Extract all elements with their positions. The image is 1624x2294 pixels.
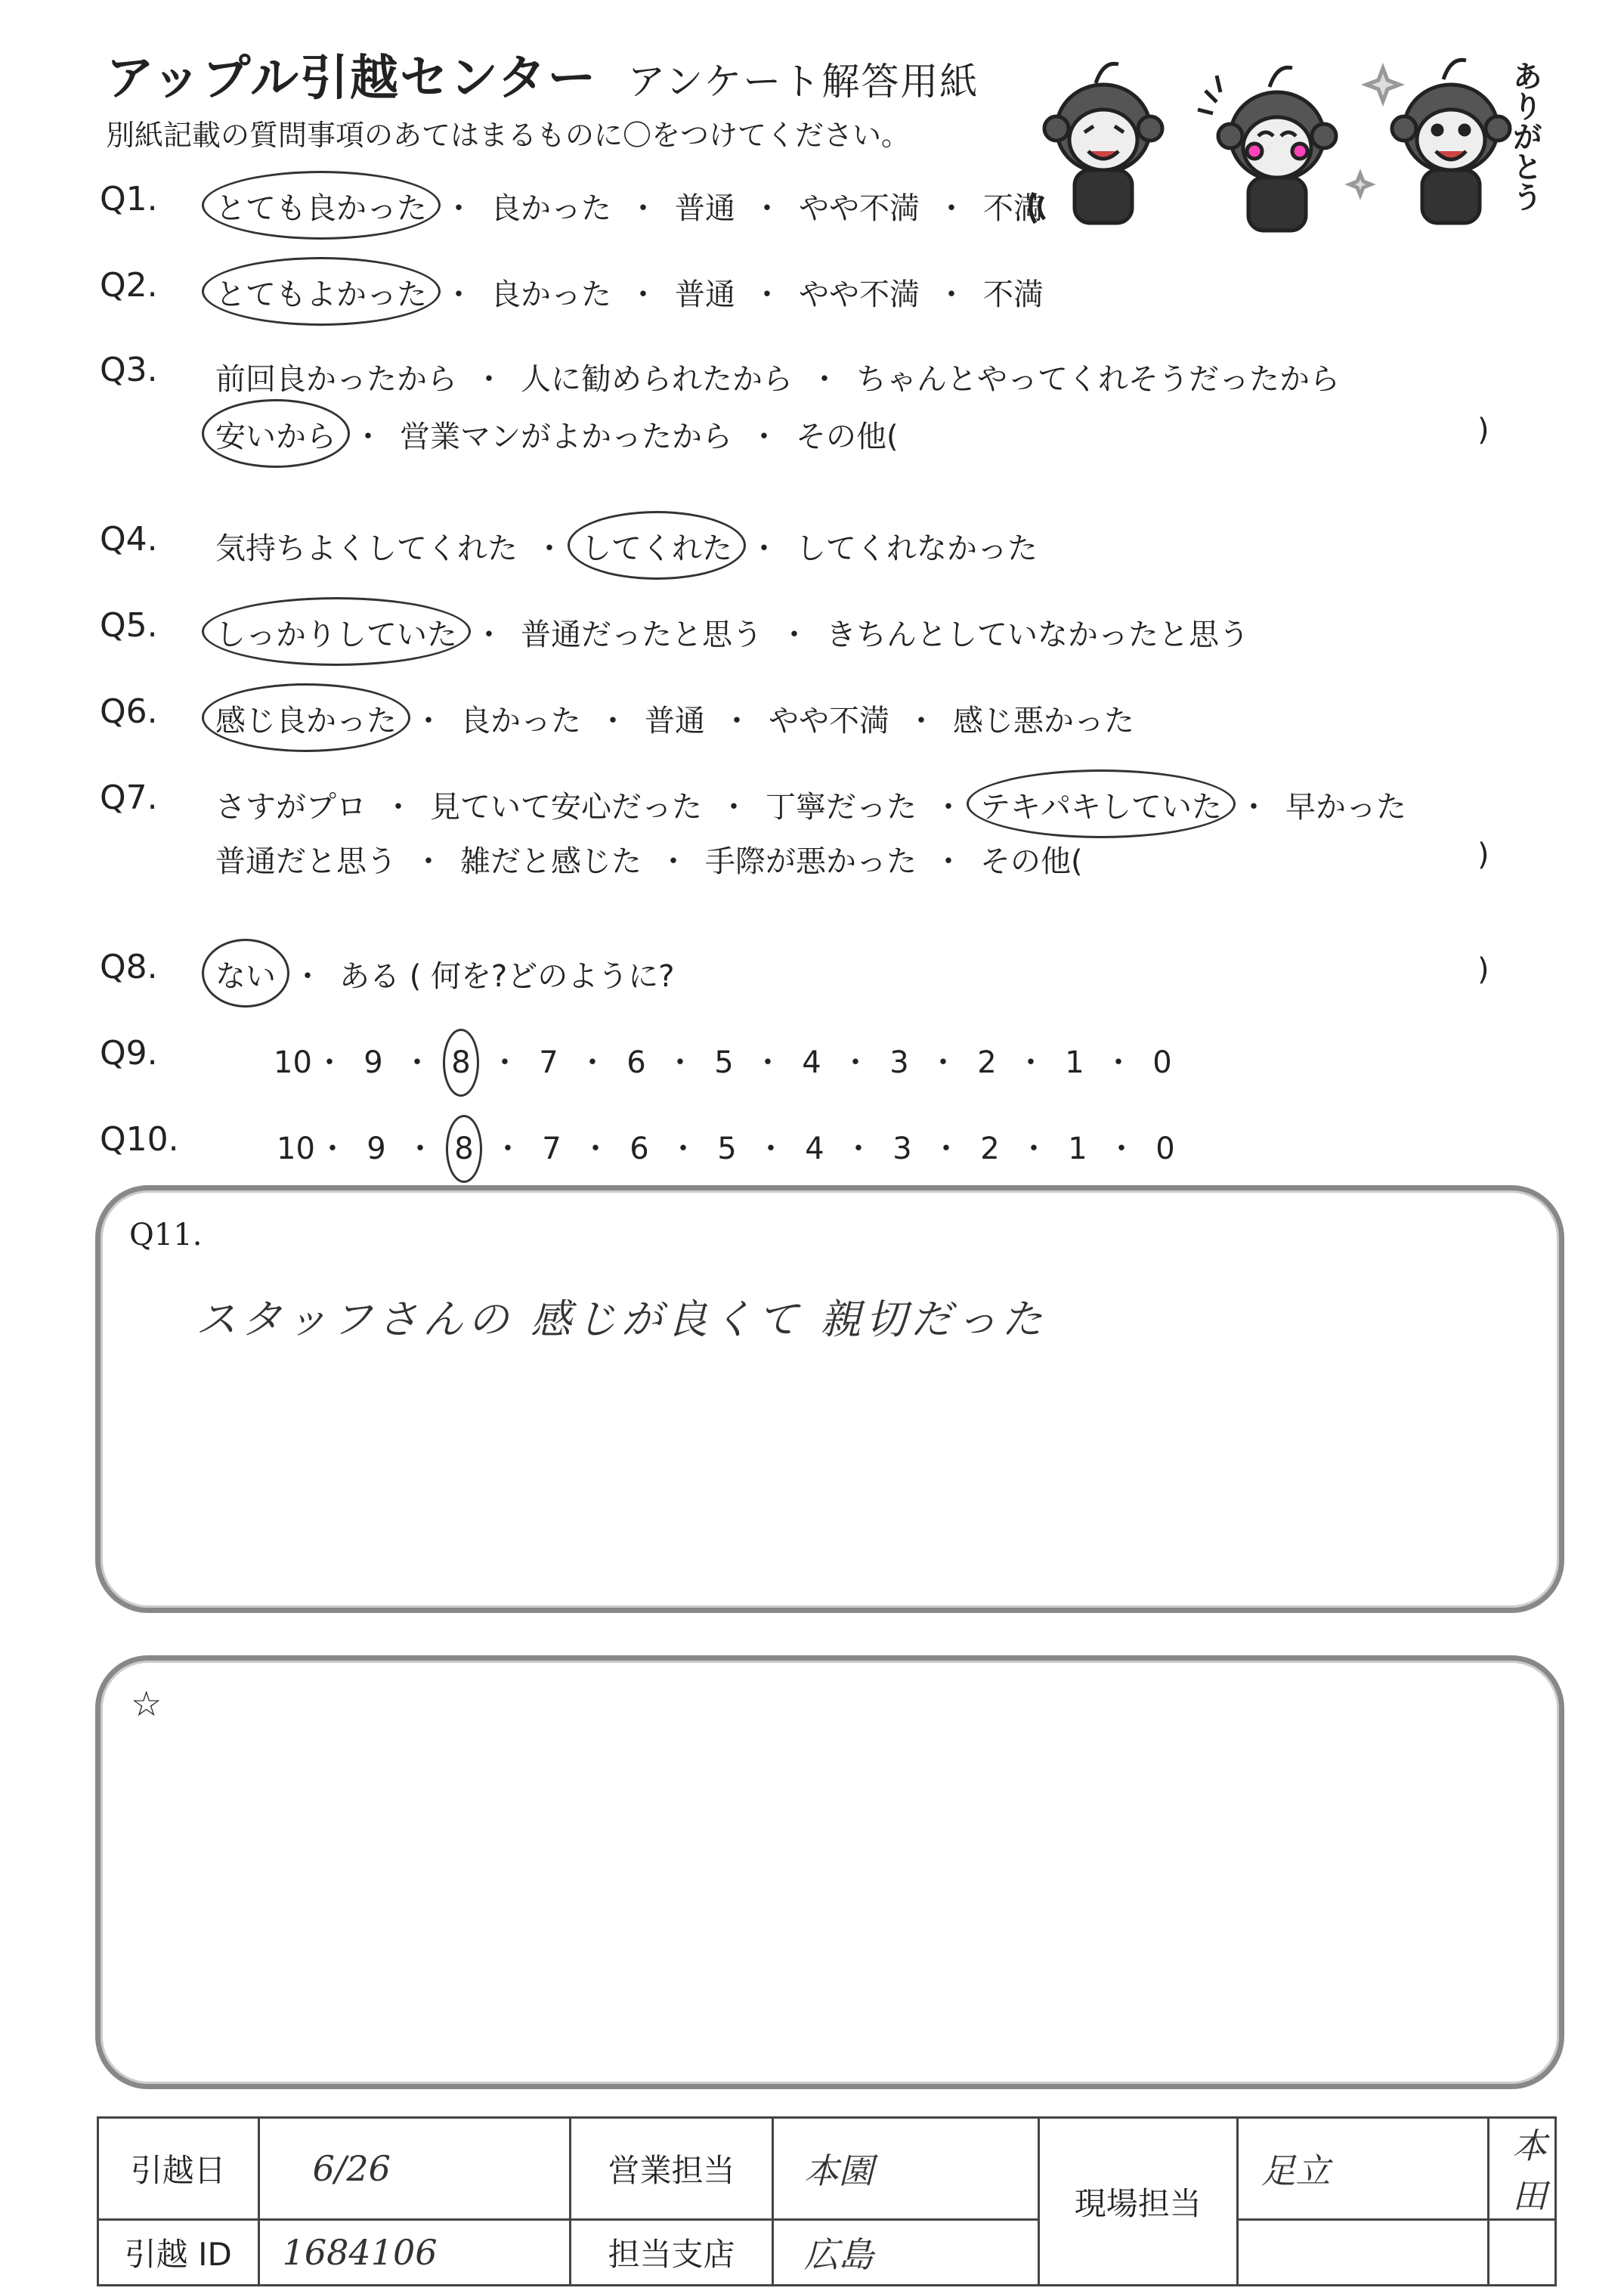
rating-option[interactable]: 7 <box>542 1132 561 1166</box>
question-label: Q4. <box>100 520 158 559</box>
option-line: 気持ちよくしてくれた ・ してくれた ・ してくれなかった <box>215 525 1038 568</box>
site-staff-4 <box>1489 2220 1556 2286</box>
rating-option[interactable]: 6 <box>629 1132 649 1166</box>
close-paren: ) <box>1477 837 1489 872</box>
option[interactable]: 普通だったと思う <box>521 618 763 652</box>
option[interactable]: 営業マンがよかったから <box>400 419 732 454</box>
branch-value: 広島 <box>772 2220 1038 2286</box>
monkey-mascots-icon <box>1028 45 1542 242</box>
thanks-text: ありがとう <box>1508 60 1542 212</box>
rating-option[interactable]: 5 <box>717 1132 737 1166</box>
rating-option[interactable]: 0 <box>1155 1132 1175 1166</box>
rating-option[interactable]: 1 <box>1065 1045 1084 1080</box>
option-line: 感じ良かった ・ 良かった ・ 普通 ・ やや不満 ・ 感じ悪かった <box>215 697 1134 740</box>
option-selected[interactable]: してくれた <box>581 525 732 568</box>
company-name: アップル引越センター <box>106 51 598 107</box>
option[interactable]: 見ていて安心だった <box>430 790 702 825</box>
option[interactable]: 人に勧められたから <box>521 362 793 397</box>
question-label: Q3. <box>100 351 158 389</box>
question-label: Q5. <box>100 606 158 645</box>
option-line: さすがプロ ・ 見ていて安心だった ・ 丁寧だった ・ テキパキしていた ・ 早かった <box>215 783 1406 826</box>
rating-option[interactable]: 10 <box>277 1132 315 1166</box>
q11-label: Q11. <box>129 1218 203 1252</box>
option[interactable]: 良かった <box>490 191 611 226</box>
sales-staff-label: 営業担当 <box>571 2118 772 2220</box>
rating-option[interactable]: 3 <box>892 1132 912 1166</box>
question-label: Q6. <box>100 692 158 731</box>
rating-option[interactable]: 6 <box>626 1045 646 1080</box>
site-staff-3 <box>1237 2220 1488 2286</box>
option[interactable]: 普通だと思う <box>215 844 397 879</box>
option[interactable]: してくれなかった <box>796 531 1038 566</box>
form-name: アンケート解答用紙 <box>627 60 979 104</box>
question-label: Q8. <box>100 948 158 986</box>
option[interactable]: 普通 <box>675 277 735 312</box>
rating-option-selected[interactable]: 8 <box>452 1132 476 1166</box>
option-line: 安いから ・ 営業マンがよかったから ・ その他( <box>215 413 899 456</box>
rating-option[interactable]: 9 <box>363 1045 383 1080</box>
option[interactable]: 雑だと感じた <box>460 844 642 879</box>
option[interactable]: その他( <box>796 419 899 454</box>
moving-id-value: 1684106 <box>258 2220 571 2286</box>
rating-option[interactable]: 9 <box>367 1132 386 1166</box>
rating-option[interactable]: 5 <box>714 1045 734 1080</box>
option-line: とても良かった ・ 良かった ・ 普通 ・ やや不満 ・ 不満 <box>215 184 1044 228</box>
question-label: Q1. <box>100 180 158 218</box>
moving-id-label: 引越 ID <box>98 2220 259 2286</box>
option-selected[interactable]: ない <box>215 952 276 995</box>
rating-option[interactable]: 4 <box>805 1132 824 1166</box>
close-paren: ) <box>1477 413 1489 447</box>
instruction-text: 別紙記載の質問事項のあてはまるものに〇をつけてください。 <box>106 119 911 152</box>
option[interactable]: 手際が悪かった <box>705 844 917 879</box>
moving-date-value: 6/26 <box>258 2118 571 2220</box>
rating-scale: 10・ 9 ・ 8 ・ 7 ・ 6 ・ 5 ・ 4 ・ 3 ・ 2 ・ 1 ・ 0 <box>277 1125 1177 1168</box>
option-selected[interactable]: しっかりしていた <box>215 611 457 654</box>
rating-option-selected[interactable]: 8 <box>449 1045 473 1080</box>
option-selected[interactable]: 感じ良かった <box>215 697 397 740</box>
option[interactable]: 早かった <box>1285 790 1406 825</box>
mascot-illustration <box>1028 45 1542 242</box>
option-line: 前回良かったから ・ 人に勧められたから ・ ちゃんとやってくれそうだったから <box>215 355 1340 398</box>
rating-option[interactable]: 1 <box>1068 1132 1087 1166</box>
site-staff-2: 本田 <box>1489 2118 1556 2220</box>
option-selected[interactable]: テキパキしていた <box>980 783 1222 826</box>
q11-comment-box[interactable] <box>95 1185 1564 1613</box>
option[interactable]: 感じ悪かった <box>953 704 1134 738</box>
footer-table <box>97 2116 1557 2286</box>
branch-label: 担当支店 <box>571 2220 772 2286</box>
option[interactable]: 気持ちよくしてくれた <box>215 531 518 566</box>
question-label: Q9. <box>100 1034 158 1073</box>
rating-scale: 10・ 9 ・ 8 ・ 7 ・ 6 ・ 5 ・ 4 ・ 3 ・ 2 ・ 1 ・ 0 <box>274 1039 1174 1082</box>
option-line: とてもよかった ・ 良かった ・ 普通 ・ やや不満 ・ 不満 <box>215 271 1044 314</box>
option-selected[interactable]: とても良かった <box>215 184 427 228</box>
option-line: しっかりしていた ・ 普通だったと思う ・ きちんとしていなかったと思う <box>215 611 1249 654</box>
sales-staff-value: 本園 <box>772 2118 1038 2220</box>
option[interactable]: ある ( 何を?どのように? <box>339 959 675 994</box>
star-comment-box[interactable] <box>95 1655 1564 2089</box>
option[interactable]: やや不満 <box>769 704 889 738</box>
option[interactable]: 前回良かったから <box>215 362 457 397</box>
option-line: ない ・ ある ( 何を?どのように? <box>215 952 675 995</box>
rating-option[interactable]: 2 <box>977 1045 997 1080</box>
form-title <box>106 39 979 109</box>
rating-option[interactable]: 7 <box>539 1045 558 1080</box>
option[interactable]: 良かった <box>490 277 611 312</box>
option[interactable]: ちゃんとやってくれそうだったから <box>856 362 1340 397</box>
option[interactable]: 丁寧だった <box>766 790 917 825</box>
rating-option[interactable]: 10 <box>274 1045 312 1080</box>
option[interactable]: 良かった <box>460 704 581 738</box>
rating-option[interactable]: 3 <box>889 1045 909 1080</box>
option[interactable]: 不満 <box>983 191 1044 226</box>
star-icon: ☆ <box>131 1683 162 1724</box>
moving-date-label: 引越日 <box>98 2118 259 2220</box>
rating-option[interactable]: 4 <box>802 1045 821 1080</box>
rating-option[interactable]: 2 <box>980 1132 1000 1166</box>
rating-option[interactable]: 0 <box>1152 1045 1172 1080</box>
option[interactable]: さすがプロ <box>215 790 367 825</box>
option[interactable]: 普通 <box>645 704 705 738</box>
option[interactable]: やや不満 <box>799 277 920 312</box>
option[interactable]: 普通 <box>675 191 735 226</box>
option[interactable]: やや不満 <box>799 191 920 226</box>
option[interactable]: その他( <box>980 844 1083 879</box>
option-line: 普通だと思う ・ 雑だと感じた ・ 手際が悪かった ・ その他( <box>215 837 1083 881</box>
question-label: Q7. <box>100 779 158 817</box>
option[interactable]: 不満 <box>983 277 1044 312</box>
site-staff-1: 足立 <box>1237 2118 1488 2220</box>
q11-answer: スタッフさんの 感じが良くて 親切だった <box>196 1296 1047 1343</box>
question-label: Q2. <box>100 266 158 305</box>
option[interactable]: きちんとしていなかったと思う <box>826 618 1249 652</box>
option-selected[interactable]: とてもよかった <box>215 271 427 314</box>
close-paren: ) <box>1477 952 1489 987</box>
site-staff-label: 現場担当 <box>1039 2118 1238 2286</box>
option-selected[interactable]: 安いから <box>215 413 336 456</box>
question-label: Q10. <box>100 1120 179 1159</box>
